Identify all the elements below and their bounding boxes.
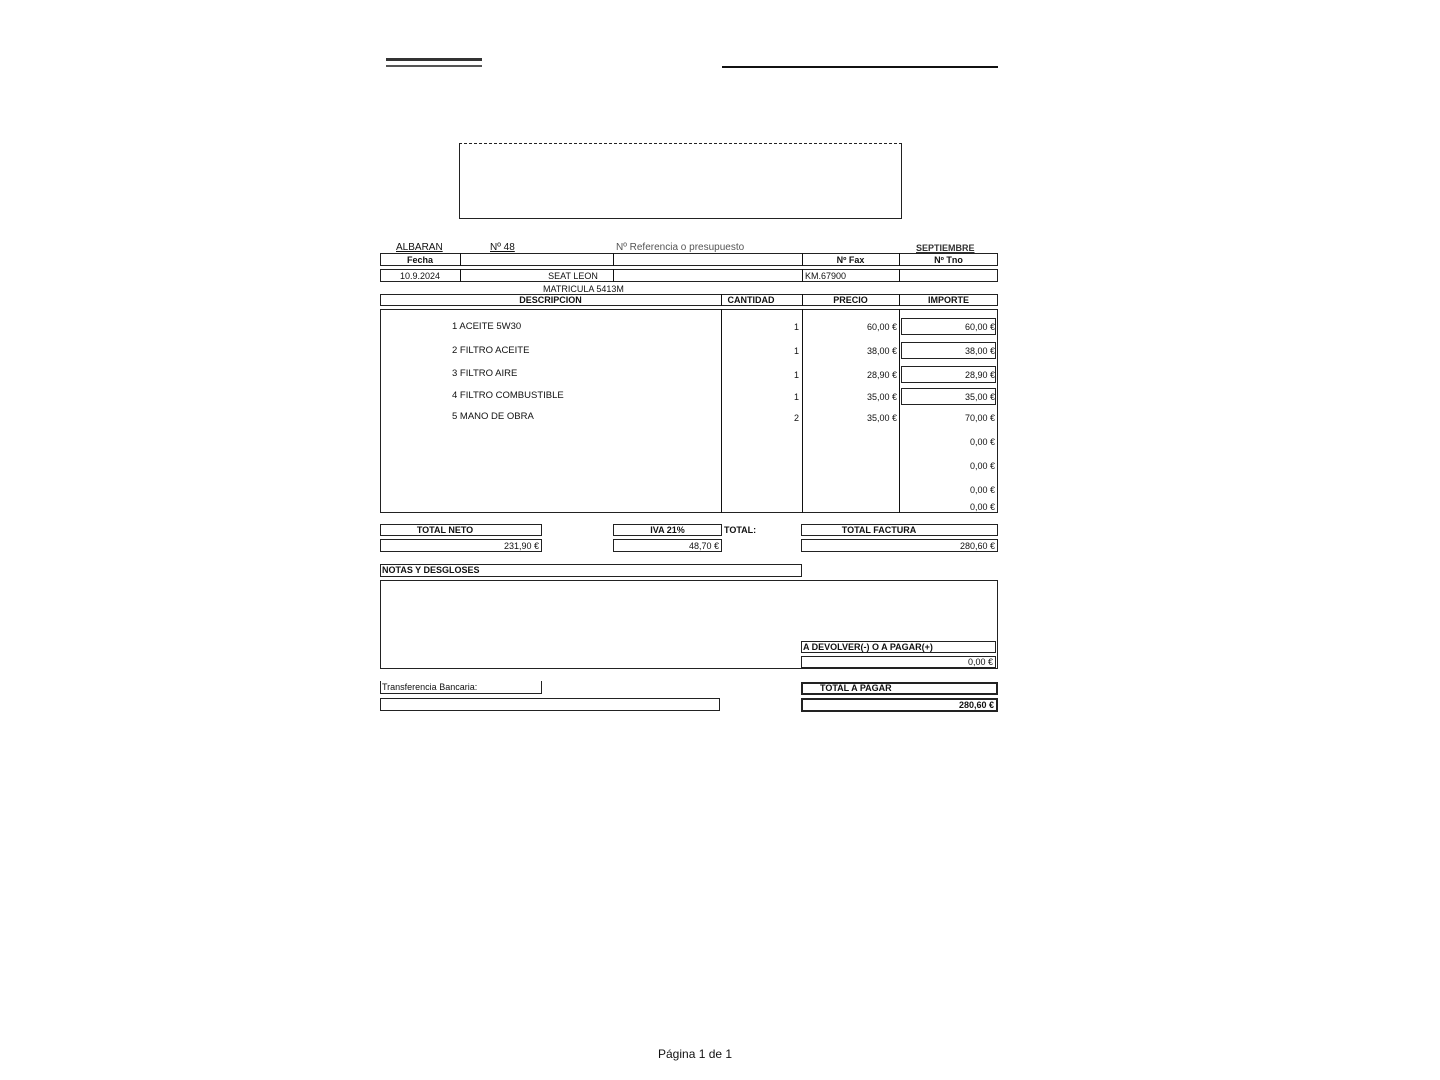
vehicle-value: SEAT LEON bbox=[548, 271, 598, 281]
tno-label: Nº Tno bbox=[934, 255, 963, 265]
fax-label: Nº Fax bbox=[836, 255, 865, 265]
devolver-value: 0,00 € bbox=[967, 657, 993, 667]
reference-label: Nº Referencia o presupuesto bbox=[616, 242, 745, 253]
total-pagar-value: 280,60 € bbox=[958, 700, 994, 710]
row-1-importe: 60,00 € bbox=[964, 322, 995, 332]
row-5-desc: 5 MANO DE OBRA bbox=[452, 411, 534, 422]
row-4-desc: 4 FILTRO COMBUSTIBLE bbox=[452, 390, 564, 401]
page-number: Página 1 de 1 bbox=[658, 1047, 733, 1061]
logo-underline bbox=[386, 65, 482, 67]
row-1-desc: 1 ACEITE 5W30 bbox=[452, 321, 522, 332]
row-3-importe: 28,90 € bbox=[964, 370, 995, 380]
info-value-row bbox=[380, 269, 998, 282]
row-5-cantidad: 2 bbox=[793, 413, 799, 423]
row-4-importe: 35,00 € bbox=[964, 392, 995, 402]
row-3-desc: 3 FILTRO AIRE bbox=[452, 368, 518, 379]
row-2-importe: 38,00 € bbox=[964, 346, 995, 356]
row-9-importe: 0,00 € bbox=[969, 502, 995, 512]
total-pagar-label: TOTAL A PAGAR bbox=[820, 683, 892, 693]
row-2-desc: 2 FILTRO ACEITE bbox=[452, 345, 530, 356]
transfer-value-box bbox=[380, 698, 720, 711]
row-5-importe: 70,00 € bbox=[964, 413, 995, 423]
tb-divider-3 bbox=[899, 309, 900, 513]
logo-mark bbox=[386, 58, 482, 61]
total-factura-value: 280,60 € bbox=[959, 541, 995, 551]
row-8-importe: 0,00 € bbox=[969, 485, 995, 495]
address-box bbox=[459, 143, 902, 219]
row-7-importe: 0,00 € bbox=[969, 461, 995, 471]
matricula-value: MATRICULA 5413M bbox=[543, 284, 624, 294]
row-5-precio: 35,00 € bbox=[866, 413, 897, 423]
devolver-label: A DEVOLVER(-) O A PAGAR(+) bbox=[803, 642, 933, 652]
tb-divider-1 bbox=[721, 309, 722, 513]
info-val-divider-1 bbox=[460, 269, 461, 282]
fecha-label: Fecha bbox=[406, 255, 433, 265]
header-importe: IMPORTE bbox=[927, 295, 969, 305]
info-val-divider-3 bbox=[802, 269, 803, 282]
albaran-label: ALBARAN bbox=[396, 242, 443, 253]
row-2-cantidad: 1 bbox=[793, 346, 799, 356]
header-descripcion: DESCRIPCION bbox=[519, 295, 582, 305]
total-factura-label: TOTAL FACTURA bbox=[841, 525, 917, 535]
row-1-cantidad: 1 bbox=[793, 322, 799, 332]
total-neto-value: 231,90 € bbox=[503, 541, 539, 551]
total-neto-label: TOTAL NETO bbox=[416, 525, 474, 535]
info-divider-2 bbox=[613, 253, 614, 266]
km-value: KM.67900 bbox=[805, 271, 847, 281]
row-4-cantidad: 1 bbox=[793, 392, 799, 402]
info-val-divider-4 bbox=[899, 269, 900, 282]
row-2-precio: 38,00 € bbox=[866, 346, 897, 356]
header-precio: PRECIO bbox=[833, 295, 868, 305]
row-3-precio: 28,90 € bbox=[866, 370, 897, 380]
row-3-cantidad: 1 bbox=[793, 370, 799, 380]
fecha-value: 10.9.2024 bbox=[399, 271, 441, 281]
iva-value: 48,70 € bbox=[688, 541, 719, 551]
notes-label: NOTAS Y DESGLOSES bbox=[382, 565, 480, 575]
albaran-number: Nº 48 bbox=[490, 242, 515, 253]
row-6-importe: 0,00 € bbox=[969, 437, 995, 447]
header-rule bbox=[722, 66, 998, 68]
month-label: SEPTIEMBRE bbox=[916, 243, 975, 253]
row-1-precio: 60,00 € bbox=[866, 322, 897, 332]
row-4-precio: 35,00 € bbox=[866, 392, 897, 402]
info-divider-1 bbox=[460, 253, 461, 266]
header-cantidad: CANTIDAD bbox=[727, 295, 775, 305]
tb-divider-2 bbox=[802, 309, 803, 513]
iva-label: IVA 21% bbox=[650, 525, 685, 535]
transfer-label: Transferencia Bancaria: bbox=[382, 682, 478, 692]
total-colon-label: TOTAL: bbox=[724, 525, 757, 535]
